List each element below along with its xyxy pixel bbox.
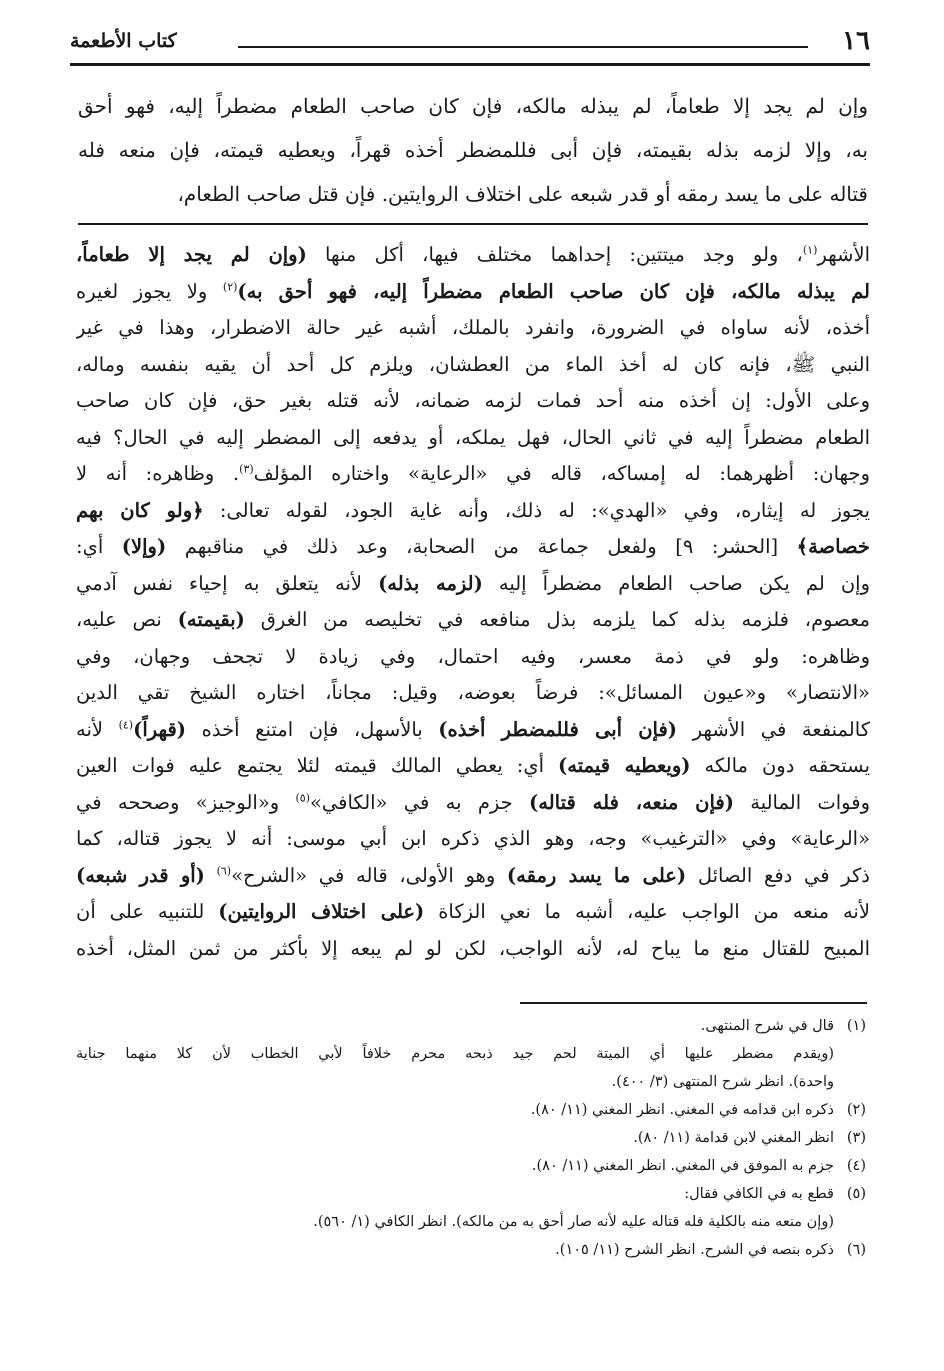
commentary-segment: المبيح للقتال منع ما يباح له، لأنه الواجب، لكن لو لم يبعه إلا بأكثر من ثمن المثل، أخذه xyxy=(76,936,870,960)
main-text-line: وإن لم يجد إلا طعاماً، لم يبذله مالكه، فإن كان صاحب الطعام مضطراً إليه، فهو أحق xyxy=(78,94,868,118)
header-rule xyxy=(238,46,808,48)
main-text-line: قتاله على ما يسد رمقه أو قدر شبعه على اختلاف الروايتين. فإن قتل صاحب الطعام، xyxy=(177,182,868,206)
commentary-line xyxy=(76,712,870,749)
commentary-segment: [الحشر: ٩] ولفعل جماعة من الصحابة، وعد ذلك في مناقبهم xyxy=(166,535,797,558)
commentary-segment: «الانتصار» و«عيون المسائل»: فرضاً بعوضه، وقيل: مجاناً، اختاره الشيخ تقي الدين xyxy=(76,681,870,704)
footnote-number: (١) xyxy=(846,1018,866,1034)
footnote xyxy=(76,1040,866,1068)
footnote xyxy=(76,1012,866,1040)
commentary-segment: للتنبيه على أن xyxy=(76,900,219,923)
footnote-divider xyxy=(520,1002,867,1004)
commentary-segment: الطعام مضطراً إليه في ثاني الحال، فهل يملكه، أو يدفعه إلى المضطر إليه في الحال؟ فيه xyxy=(76,425,870,449)
commentary-segment: . وظاهره: أنه لا xyxy=(76,462,240,485)
footnotes xyxy=(76,1012,866,1264)
commentary-line xyxy=(76,785,870,822)
footnote xyxy=(76,1096,866,1124)
matn-quote: (بقيمته) xyxy=(177,608,245,631)
footnote-text: واحدة). انظر شرح المنتهى (٣/ ٤٠٠). xyxy=(611,1074,834,1090)
commentary-line xyxy=(76,383,870,420)
footnote-text: ذكره بنصه في الشرح. انظر الشرح (١١/ ١٠٥). xyxy=(555,1242,834,1258)
footnote-text: (وإن منعه منه بالكلية فله قتاله عليه لأنه صار أحق به من مالكه). انظر الكافي (١/ ٥٦٠). xyxy=(313,1214,834,1230)
matn-quote: (فإن منعه، فله قتاله) xyxy=(529,790,734,814)
footnote-ref: (١) xyxy=(802,243,818,257)
commentary-line xyxy=(76,748,870,785)
matn-quote: (أو قدر شبعه) xyxy=(76,863,205,887)
commentary-line xyxy=(76,675,870,712)
page-number: ١٦ xyxy=(842,26,870,56)
commentary-segment: أي: xyxy=(76,535,122,558)
commentary-line xyxy=(76,639,870,676)
footnote xyxy=(76,1180,866,1208)
footnote xyxy=(76,1236,866,1264)
commentary-segment: لأنه xyxy=(76,717,119,741)
matn-quote: (فإن أبى فللمضطر أخذه) xyxy=(438,717,678,741)
footnote-text: جزم به الموفق في المغني. انظر المغني (١١/ ٨٠). xyxy=(531,1158,834,1174)
commentary-line xyxy=(76,858,870,895)
commentary-segment: معصوم، فلزمه بذله كما يلزمه بذل منافعه في تخليصه من الغرق xyxy=(244,608,870,631)
footnote-number: (٣) xyxy=(846,1130,866,1146)
commentary-segment: نص عليه، xyxy=(76,608,178,631)
footnote-ref: (٣) xyxy=(239,462,254,476)
footnote-text: انظر المغني لابن قدامة (١١/ ٨٠). xyxy=(633,1130,834,1146)
footnote-text: ذكره ابن قدامه في المغني. انظر المغني (١١/ ٨٠). xyxy=(530,1102,834,1118)
commentary-line xyxy=(76,347,870,384)
commentary-segment: جزم به في «الكافي» xyxy=(309,790,530,814)
header-divider xyxy=(70,63,870,66)
commentary-segment: أي: يعطي المالك قيمته لئلا يجتمع عليه فوات العين xyxy=(76,754,559,777)
commentary-segment: لأنه منعه من الواجب عليه، أشبه ما نعي الزكاة xyxy=(424,900,870,923)
footnote-ref: (٦) xyxy=(216,864,232,877)
footnote-number: (٥) xyxy=(846,1186,866,1202)
commentary-line xyxy=(76,931,870,968)
commentary-segment: ، ولو وجد ميتتين: إحداهما مختلف فيها، أكل منها xyxy=(306,243,803,266)
commentary-segment: و«الوجيز» وصححه في xyxy=(76,790,296,814)
commentary-segment xyxy=(205,864,217,887)
commentary-line xyxy=(76,274,870,311)
commentary-segment: وظاهره: ولو في ذمة معسر، وفيه احتمال، وفي زيادة لا تجحف وجهان، وفي xyxy=(76,644,870,668)
footnote-number: (٦) xyxy=(846,1242,866,1258)
commentary-line xyxy=(76,420,870,457)
commentary-segment: أخذه، لأنه ساواه في الضرورة، وانفرد بالملك، أشبه غير حالة الاضطرار، وهذا في غير xyxy=(76,316,870,339)
commentary-segment: ذكر في دفع الصائل xyxy=(686,863,870,887)
footnote xyxy=(76,1152,866,1180)
commentary-line xyxy=(76,493,870,530)
footnote xyxy=(76,1124,866,1152)
matn-quote: لم يبذله مالكه، فإن كان صاحب الطعام مضطراً إليه، فهو أحق به) xyxy=(237,279,870,303)
commentary-segment: لأنه يتعلق به إحياء نفس آدمي xyxy=(76,571,379,595)
matn-quote: (قهراً) xyxy=(133,717,187,741)
commentary-line xyxy=(76,602,870,639)
main-text xyxy=(78,84,868,216)
footnote-text: قطع به في الكافي فقال: xyxy=(684,1186,834,1202)
footnote xyxy=(76,1068,866,1096)
commentary-line xyxy=(76,237,870,274)
commentary-line xyxy=(76,894,870,931)
commentary-segment: الأشهر xyxy=(817,243,870,266)
matn-quote: (على اختلاف الروايتين) xyxy=(218,900,425,923)
book-title: كتاب الأطعمة xyxy=(70,30,177,52)
matn-quote: (لزمه بذله) xyxy=(378,571,483,595)
commentary-line xyxy=(76,821,870,858)
commentary-line xyxy=(76,310,870,347)
commentary-segment: وجهان: أظهرهما: له إمساكه، قاله في «الرعاية» واختاره المؤلف xyxy=(253,462,870,485)
commentary-line xyxy=(76,566,870,603)
footnote-text: (ويقدم مضطر عليها أي الميتة لحم جيد ذبحه محرم خلافاً لأبي الخطاب لأن كلا منهما جناية xyxy=(76,1046,834,1062)
commentary-divider xyxy=(78,223,868,225)
footnote-text: قال في شرح المنتهى. xyxy=(700,1018,834,1034)
matn-quote: خصاصة﴾ xyxy=(796,535,870,558)
commentary-segment: يستحقه دون مالكه xyxy=(690,754,870,777)
commentary-segment: وعلى الأول: إن أخذه منه أحد فمات لزمه ضمانه، لأنه قتله بغير حق، فإن كان صاحب xyxy=(76,389,870,412)
footnote xyxy=(76,1208,866,1236)
footnote-ref: (٤) xyxy=(118,718,134,731)
commentary-segment: وهو الأولى، قاله في «الشرح» xyxy=(231,863,507,887)
commentary-segment: ولا يجوز لغيره xyxy=(76,279,223,303)
matn-quote: (وإلا) xyxy=(121,535,167,558)
commentary-segment: كالمنفعة في الأشهر xyxy=(677,717,870,741)
commentary-segment: «الرعاية» وفي «الترغيب» وجه، وهو الذي ذكره ابن أبي موسى: أنه لا يجوز قتاله، كما xyxy=(76,827,870,850)
commentary-segment: يجوز له إيثاره، وفي «الهدي»: له ذلك، وأنه غاية الجود، لقوله تعالى: xyxy=(203,498,870,522)
commentary-segment: وفوات المالية xyxy=(733,790,870,814)
matn-quote: (ويعطيه قيمته) xyxy=(558,754,691,777)
commentary-line xyxy=(76,456,870,493)
footnote-number: (٢) xyxy=(846,1102,866,1118)
commentary-line xyxy=(76,529,870,566)
footnote-ref: (٥) xyxy=(295,791,310,804)
commentary-segment: وإن لم يكن صاحب الطعام مضطراً إليه xyxy=(482,571,870,595)
footnote-number: (٤) xyxy=(846,1158,866,1174)
main-text-line: به، وإلا لزمه بذله بقيمته، فإن أبى فللمضطر أخذه قهراً، ويعطيه قيمته، فإن منعه فله xyxy=(78,138,868,162)
page-header xyxy=(70,26,870,66)
matn-quote: (وإن لم يجد إلا طعاماً، xyxy=(76,243,307,266)
commentary-text xyxy=(76,237,870,967)
matn-quote: ﴿ولو كان بهم xyxy=(76,498,204,522)
footnote-ref: (٢) xyxy=(222,280,238,293)
commentary-segment: بالأسهل، فإن امتنع أخذه xyxy=(186,717,439,741)
commentary-segment: النبي ﷺ، فإنه كان له أخذ الماء من العطشان، ويلزم كل أحد أن يقيه بنفسه وماله، xyxy=(76,352,870,376)
matn-quote: (على ما يسد رمقه) xyxy=(506,863,687,887)
